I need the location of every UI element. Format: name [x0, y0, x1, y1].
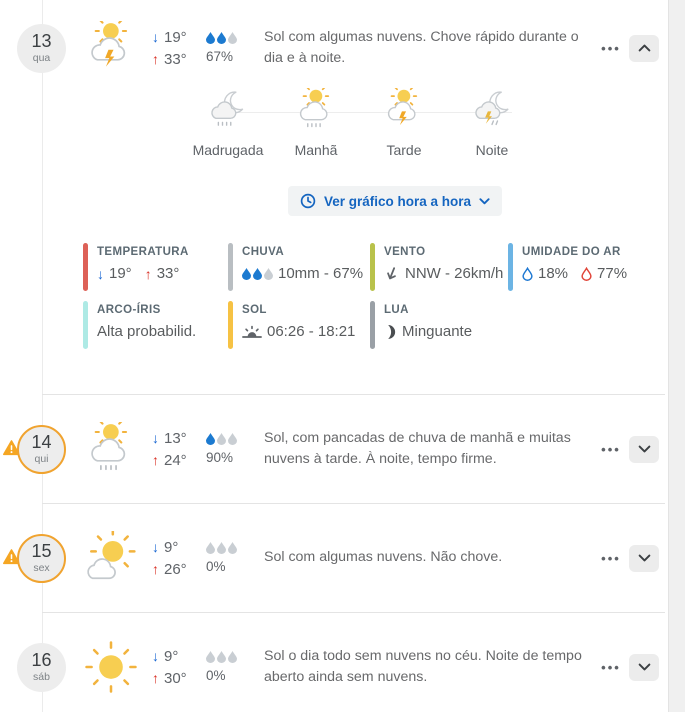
temp-max-arrow-icon: ↑ [144, 265, 152, 282]
period-tarde [366, 88, 442, 158]
weekday-label: qua [32, 51, 51, 64]
day-number: 14 [31, 431, 52, 452]
rain-drops-icon [242, 268, 273, 280]
clock-icon [300, 193, 316, 209]
forecast-description: Sol com algumas nuvens. Chove rápido durante o dia e à noite. [264, 28, 579, 66]
forecast-card [0, 395, 685, 504]
weather-condition-icon [82, 422, 140, 476]
forecast-card-expanded [0, 8, 685, 395]
more-options-icon[interactable]: ••• [601, 40, 621, 56]
forecast-description: Sol com algumas nuvens. Não chove. [264, 549, 503, 566]
wind-direction-arrow-icon [384, 265, 400, 282]
detail-rain: CHUVA 10mm - 67% [228, 243, 370, 291]
collapse-button[interactable] [629, 35, 659, 62]
weekday-label: sex [33, 561, 50, 574]
temp-max-arrow-icon: ↑ [152, 670, 159, 686]
day-periods-row [190, 88, 542, 158]
forecast-row [0, 613, 685, 712]
period-label: Manhã [294, 142, 338, 158]
temp-min-arrow-icon: ↓ [152, 539, 159, 555]
expand-button[interactable] [629, 545, 659, 572]
weather-condition-icon [82, 531, 140, 585]
temperature-block [152, 29, 206, 68]
weekday-label: qui [34, 452, 49, 465]
detail-temp-max: 33° [156, 265, 180, 282]
rain-chance-block [206, 32, 256, 64]
temp-max-arrow-icon: ↑ [152, 452, 159, 468]
day-number: 16 [31, 649, 52, 670]
sunrise-icon [242, 325, 262, 339]
temp-min-arrow-icon: ↓ [152, 430, 159, 446]
weather-condition-icon [82, 21, 140, 75]
period-manha [278, 88, 354, 158]
forecast-row [0, 395, 685, 503]
more-options-icon[interactable]: ••• [601, 659, 621, 675]
period-label: Tarde [386, 142, 422, 158]
rain-chance-value: 67% [206, 49, 234, 64]
hourly-chart-label: Ver gráfico hora a hora [324, 193, 472, 209]
detail-wind-value: NNW - 26km/h [405, 265, 504, 282]
period-label: Madrugada [192, 142, 264, 158]
rain-drops-icon [206, 542, 256, 554]
detail-rainbow-value: Alta probabilid. [97, 323, 197, 340]
temp-min-arrow-icon: ↓ [97, 265, 104, 282]
day-badge[interactable] [17, 24, 66, 73]
detail-humidity: UMIDADE DO AR 18% 77% [508, 243, 685, 291]
period-madrugada [190, 88, 266, 158]
moon-cloud-storm-icon [469, 88, 515, 132]
forecast-description: Sol o dia todo sem nuvens no céu. Noite de tempo aberto ainda sem nuvens. [264, 647, 582, 685]
sun-bar [228, 301, 233, 349]
weather-condition-icon [82, 640, 140, 694]
temp-max-arrow-icon: ↑ [152, 51, 159, 67]
moon-phase-icon [384, 324, 397, 340]
humidity-min-drop-icon [522, 267, 533, 281]
humidity-max-drop-icon [581, 267, 592, 281]
detail-sun-value: 06:26 - 18:21 [267, 323, 356, 340]
humidity-bar [508, 243, 513, 291]
humidity-min: 18% [538, 265, 569, 282]
chevron-up-icon [638, 44, 651, 52]
moon-cloud-rain-icon [205, 88, 251, 132]
temp-min: 13° [164, 429, 187, 447]
temp-max: 33° [164, 50, 187, 68]
chevron-down-icon [479, 198, 490, 205]
day-badge[interactable] [17, 534, 66, 583]
detail-moon-value: Minguante [402, 323, 473, 340]
period-noite [454, 88, 530, 158]
rain-chance-block [206, 542, 256, 574]
rain-chance-block [206, 433, 256, 465]
forecast-card [0, 504, 685, 613]
weekday-label: sáb [33, 670, 50, 683]
temp-max: 26° [164, 560, 187, 578]
day-badge[interactable] [17, 643, 66, 692]
temp-min: 9° [164, 647, 179, 665]
rainbow-bar [83, 301, 88, 349]
chevron-down-icon [638, 445, 651, 453]
more-options-icon[interactable]: ••• [601, 441, 621, 457]
detail-moon: LUA Minguante [370, 301, 508, 349]
temp-min-arrow-icon: ↓ [152, 648, 159, 664]
rain-chance-value: 0% [206, 559, 226, 574]
scrollbar-track[interactable] [668, 0, 685, 712]
hourly-chart-button[interactable] [288, 186, 502, 216]
expand-button[interactable] [629, 654, 659, 681]
forecast-row [0, 504, 685, 612]
rain-drops-icon [206, 651, 256, 663]
temp-min: 9° [164, 538, 179, 556]
forecast-summary-row [0, 8, 685, 88]
detail-wind: VENTO NNW - 26km/h [370, 243, 508, 291]
chevron-down-icon [638, 663, 651, 671]
moon-bar [370, 301, 375, 349]
detail-rain-value: 10mm - 67% [278, 265, 364, 282]
sun-cloud-rain-icon [293, 88, 339, 132]
rain-chance-block [206, 651, 256, 683]
forecast-description: Sol, com pancadas de chuva de manhã e muitas nuvens à tarde. À noite, tempo firme. [264, 429, 571, 467]
rain-drops-icon [206, 32, 256, 44]
rain-bar [228, 243, 233, 291]
day-badge[interactable] [17, 425, 66, 474]
wind-bar [370, 243, 375, 291]
sun-cloud-storm-icon [381, 88, 427, 132]
temp-max: 24° [164, 451, 187, 469]
more-options-icon[interactable]: ••• [601, 550, 621, 566]
temp-max: 30° [164, 669, 187, 687]
temp-min: 19° [164, 28, 187, 46]
detail-sun: SOL 06:26 - 18:21 [228, 301, 370, 349]
detail-temperature: TEMPERATURA ↓ 19° ↑ 33° [83, 243, 228, 291]
day-number: 15 [31, 540, 52, 561]
chevron-down-icon [638, 554, 651, 562]
forecast-card [0, 613, 685, 712]
period-label: Noite [475, 142, 509, 158]
rain-chance-value: 90% [206, 450, 234, 465]
rain-drops-icon [206, 433, 256, 445]
detail-rainbow: ARCO-ÍRIS Alta probabilid. [83, 301, 228, 349]
detail-temp-min: 19° [109, 265, 132, 282]
temperature-bar [83, 243, 88, 291]
temp-max-arrow-icon: ↑ [152, 561, 159, 577]
rain-chance-value: 0% [206, 668, 226, 683]
expand-button[interactable] [629, 436, 659, 463]
temp-min-arrow-icon: ↓ [152, 29, 159, 45]
day-number: 13 [31, 30, 52, 51]
humidity-max: 77% [597, 265, 628, 282]
day-details-grid [83, 243, 685, 349]
